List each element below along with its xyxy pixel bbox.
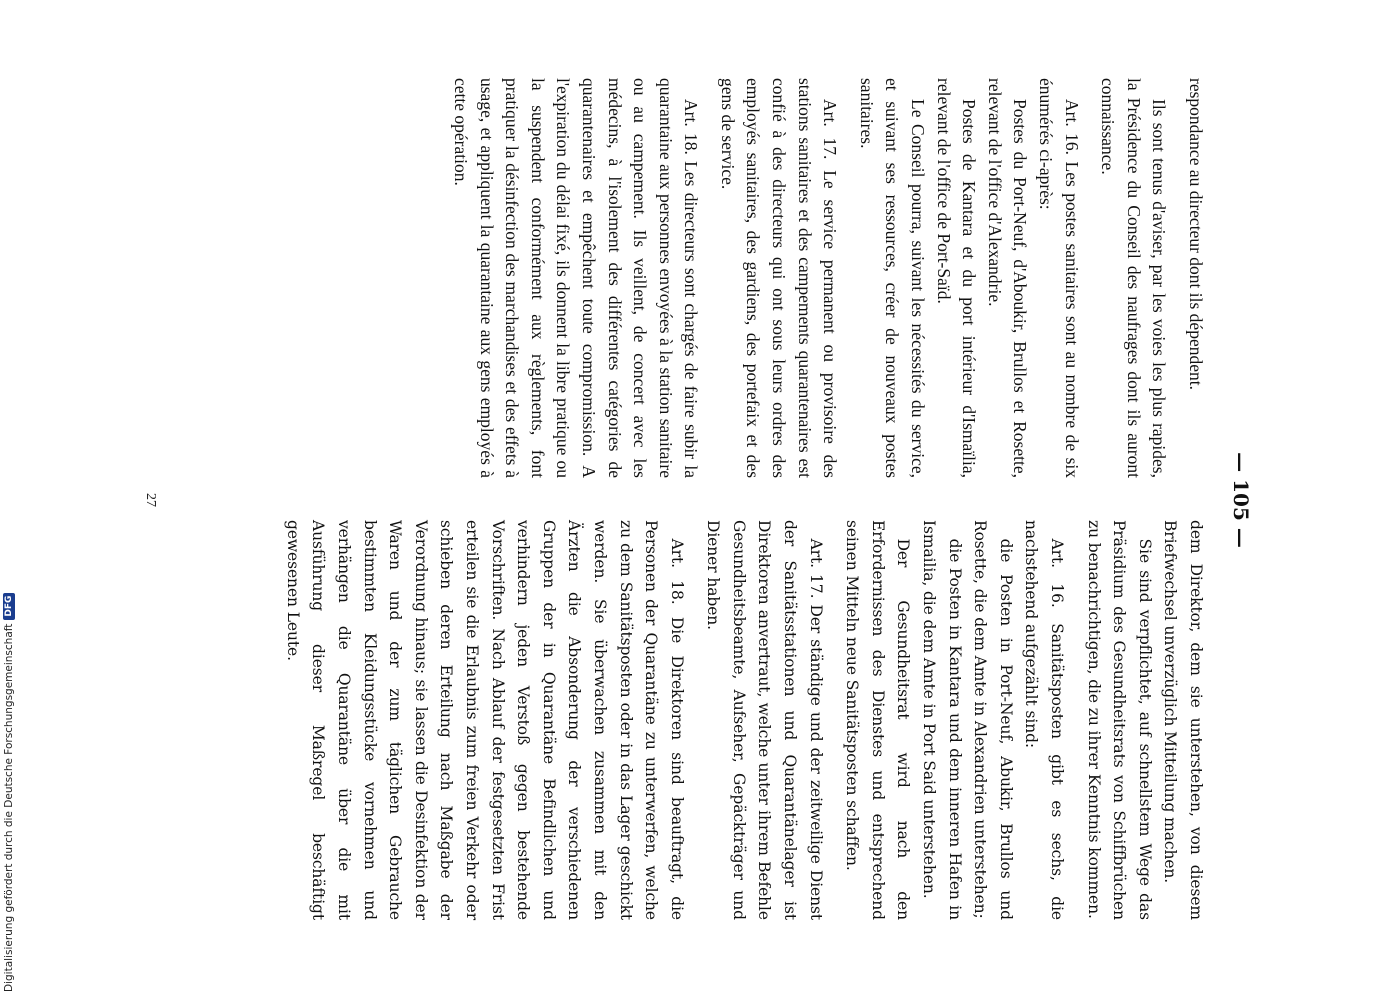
german-paragraph: die Posten in Kantara und dem inneren Hafen in Ismailia, die dem Amte in Port Said unterstehen. [920,520,964,920]
german-column [279,520,1208,920]
german-paragraph: Art. 16. Sanitätsposten gibt es sechs, die nachstehend aufgezählt sind: [1022,520,1067,920]
french-paragraph: Art. 17. Le service permanent ou provisoire des stations sanitaires et des campements quarantenaires est confié à des directeurs qui ont sous leurs ordres des employés sanitaires, des gardiens, des portefaix et des gens de service. [717,78,841,478]
credit-text: Digitalisierung gefördert durch die Deutsche Forschungsgemeinschaft [3,623,15,992]
german-paragraph: Art. 18. Die Direktoren sind beauftragt, die Personen der Quarantäne zu unterwerfen, welche zu dem Sanitätsposten oder in das Lager geschickt werden. Sie überwachen zusammen mit den Ärzten die Absonderung der verschiedenen Gruppen der in Quarantäne Befindlichen und verhindern jeden Verstoß gegen bestehende Vorschriften. Nach Ablauf der festgesetzten Frist erteilen sie die Erlaubnis zum freien Verkehr oder schieben deren Erteilung nach Maßgabe der Verordnung hinaus; sie lassen die Desinfektion der Waren und der zum täglichen Gebrauche bestimmten Kleidungsstücke vornehmen und verhängen die Quarantäne über die mit Ausführung dieser Maßregel beschäftigt gewesenen Leute. [283,520,686,920]
german-paragraph: Sie sind verpflichtet, auf schnellstem Wege das Präsidium des Gesundheitsrats von Schiffbrüchen zu benachrichtigen, die zu ihrer Kenntnis kommen. [1084,520,1154,920]
french-paragraph: Postes du Port-Neuf, d'Aboukir, Brullos et Rosette, relevant de l'office d'Alexandrie. [984,78,1031,478]
french-paragraph: Ils sont tenus d'aviser, par les voies les plus rapides, la Présidence du Conseil des naufrages dont ils auront connaissance. [1098,78,1170,478]
german-paragraph: die Posten in Port-Neuf, Abukir, Brullos und Rosette, die dem Amte in Alexandrien unterstehen; [971,520,1015,920]
signature-mark: 27 [143,493,158,507]
french-column [447,78,1208,478]
german-paragraph: dem Direktor, dem sie unterstehen, von diesem Briefwechsel unverzüglich Mitteilung machen. [1161,520,1205,920]
dfg-logo-icon: DFG [3,593,15,620]
german-paragraph: Der Gesundheitsrat wird nach den Erfordernissen des Dienstes und entsprechend seinen Mitteln neue Sanitätsposten schaffen. [843,520,913,920]
french-paragraph: Art. 16. Les postes sanitaires sont au nombre de six énumérés ci-après: [1036,78,1082,478]
page-number: — 105 — [1229,452,1253,548]
digitization-credit [0,0,18,1000]
french-paragraph: Postes de Kantara et du port intérieur d'Ismaïlia, relevant de l'office de Port-Saïd. [933,78,980,478]
german-paragraph: Art. 17. Der ständige und der zeitweilige Dienst der Sanitätsstationen und Quarantänelager ist Direktoren anvertraut, welche unter ihrem Befehle Gesundheitsbeamte, Aufseher, Gepäckträger und Diener haben. [704,520,825,920]
french-paragraph: Art. 18. Les directeurs sont chargés de faire subir la quarantaine aux personnes envoyées à la station sanitaire ou au campement. Ils veillent, de concert avec les médecins, à l'isolement des différentes catégories de quarantenaires et empêchent toute compromission. A l'expiration du délai fixé, ils donnent la libre pratique ou la suspendent conformément aux règlements, font pratiquer la désinfection des marchandises et des effets à usage, et appliquent la quarantaine aux gens employés à cette opération. [450,78,702,478]
french-paragraph: respondance au directeur dont ils dépendent. [1186,78,1206,390]
french-paragraph: Le Conseil pourra, suivant les nécessités du service, et suivant ses ressources, créer de nouveaux postes sanitaires. [856,78,929,478]
